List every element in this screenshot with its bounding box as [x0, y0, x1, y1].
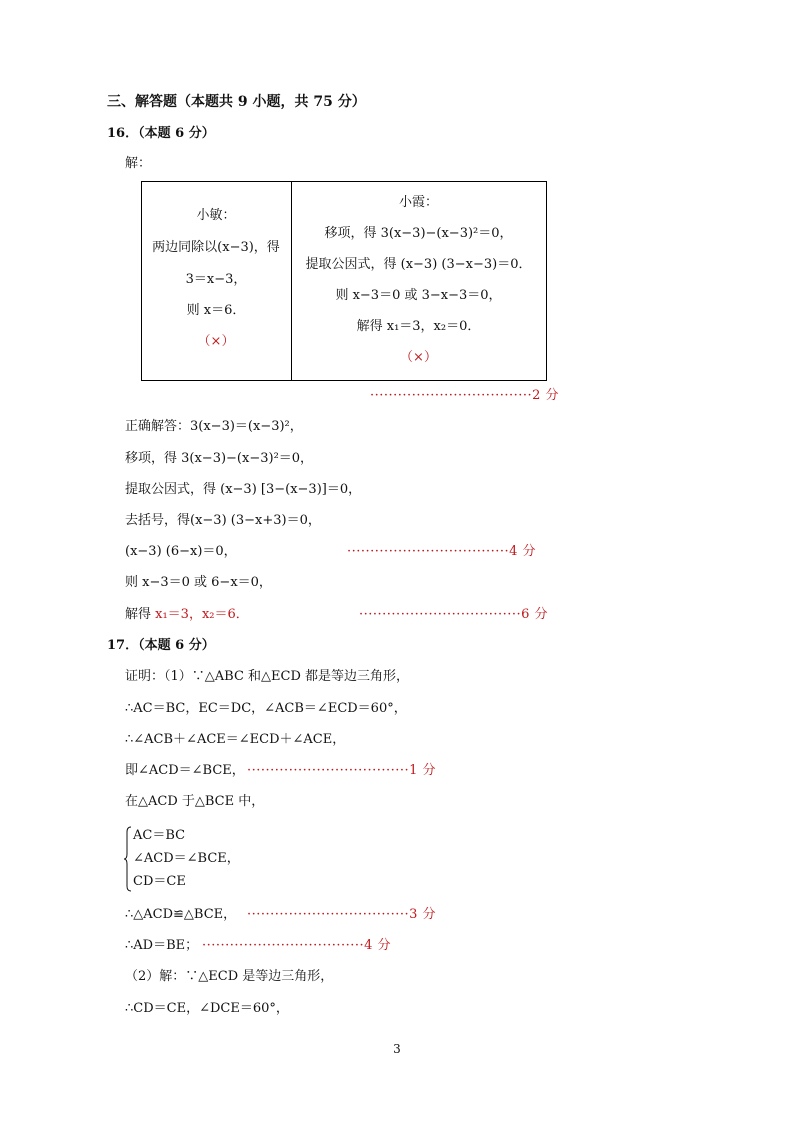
system-eq-1: AC＝BC: [133, 828, 186, 843]
section-title: 三、解答题（本题共 9 小题，共 75 分）: [107, 94, 366, 110]
xiaoxia-wrong-mark: （×）: [400, 350, 437, 365]
q17-score-3: ···································3 分: [247, 907, 437, 922]
xiaoxia-line3: 则 x−3＝0 或 3−x−3＝0，: [335, 288, 502, 303]
xiaoxia-line4: 解得 x₁＝3，x₂＝0．: [356, 319, 481, 334]
step-3: 提取公因式，得 (x−3) [3−(x−3)]＝0，: [125, 482, 362, 497]
xiaoxia-line1: 移项，得 3(x−3)−(x−3)²＝0，: [324, 226, 513, 241]
final-answer-line: [125, 607, 249, 623]
page-number: 3: [393, 1042, 401, 1056]
step-1: 正确解答：3(x−3)＝(x−3)²，: [125, 419, 303, 434]
q17-line2: ∴AC＝BC，EC＝DC，∠ACB＝∠ECD＝60°，: [125, 701, 407, 716]
step-2: 移项，得 3(x−3)−(x−3)²＝0，: [125, 451, 314, 466]
xiaomin-title: 小敏：: [196, 208, 236, 223]
system-eq-2: ∠ACD＝∠BCE，: [133, 851, 240, 866]
q16-jie: 解：: [125, 156, 152, 171]
q17-header: 17．（本题 6 分）: [107, 638, 215, 653]
q17-line4: 即∠ACD＝∠BCE，: [125, 763, 245, 778]
xiaomin-line2: 3＝x−3，: [185, 272, 247, 287]
step-6: 则 x−3＝0 或 6−x＝0，: [125, 575, 272, 590]
q17-score-4: ···································4 分: [202, 938, 392, 953]
score-2: ···································2 分: [370, 388, 560, 403]
step-4: 去括号，得(x−3) (3−x+3)＝0，: [125, 513, 321, 528]
q16-header: 16．（本题 6 分）: [107, 126, 215, 141]
score-6: ···································6 分: [359, 607, 549, 622]
q17-line6: ∴△ACD≌△BCE，: [125, 907, 237, 922]
xiaomin-wrong-mark: （×）: [197, 334, 235, 349]
xiaomin-line3: 则 x＝6．: [186, 303, 246, 318]
q17-line8: （2）解：∵△ECD 是等边三角形，: [125, 969, 334, 984]
system-eq-3: CD＝CE: [133, 874, 186, 889]
q17-line3: ∴∠ACB＋∠ACE＝∠ECD＋∠ACE，: [125, 732, 346, 747]
score-4: ···································4 分: [347, 544, 537, 559]
q17-score-1: ···································1 分: [247, 763, 437, 778]
final-answer: x₁＝3，x₂＝6．: [155, 607, 249, 622]
final-prefix: 解得: [125, 607, 156, 622]
step-5: (x−3) (6−x)＝0，: [125, 544, 237, 559]
q17-line7: ∴AD＝BE；: [125, 938, 199, 953]
q17-line5: 在△ACD 于△BCE 中，: [125, 794, 265, 809]
xiaomin-line1: 两边同除以(x−3)，得: [152, 240, 280, 255]
xiaoxia-title: 小霞：: [398, 195, 438, 210]
q17-line1: 证明：（1）∵△ABC 和△ECD 都是等边三角形，: [125, 669, 410, 684]
brace-icon: [124, 826, 132, 892]
q17-line9: ∴CD＝CE，∠DCE＝60°，: [125, 1001, 289, 1016]
xiaoxia-line2: 提取公因式，得 (x−3) (3−x−3)＝0．: [305, 257, 532, 272]
